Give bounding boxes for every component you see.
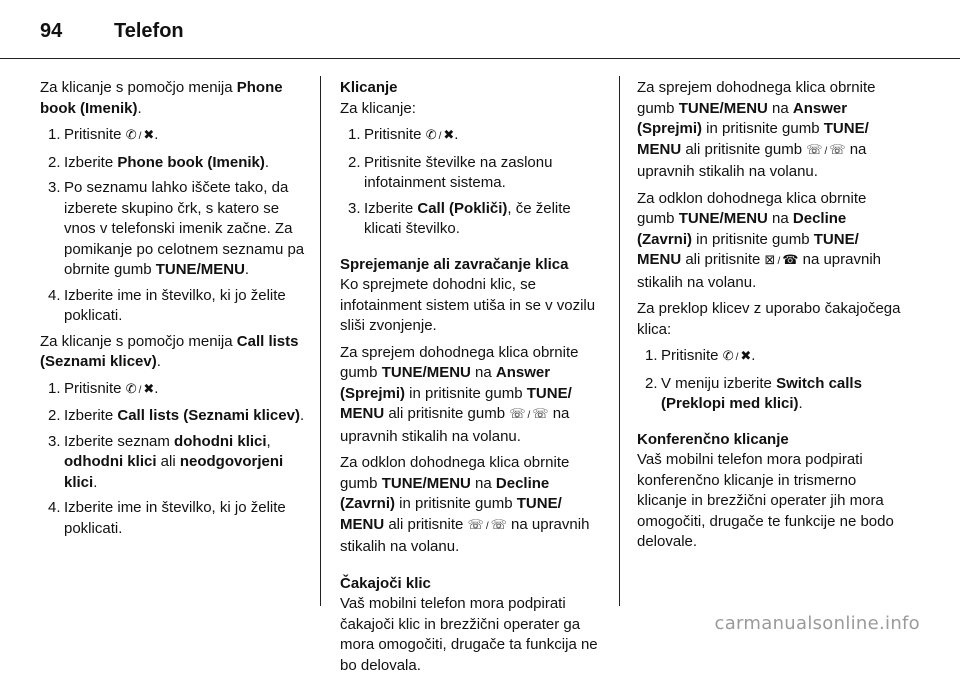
paragraph: Vaš mobilni telefon mora podpirati konferenčno klicanje in trismerno klicanje in brezžični operater jih mora omogočiti, drugače te funkcije ne bodo delovale. — [637, 451, 894, 550]
step-number: 1. — [348, 126, 361, 143]
text: , — [266, 432, 271, 450]
paragraph — [340, 453, 606, 558]
text: in pritisnite gumb — [405, 384, 527, 402]
step-number: 2. — [348, 153, 361, 171]
list-item — [40, 432, 306, 494]
list-item — [40, 379, 306, 402]
step-number: 1. — [48, 126, 61, 143]
section-heading: Sprejemanje ali zavračanje klica — [340, 255, 569, 273]
list-item — [40, 498, 306, 539]
slash-separator: / — [138, 131, 142, 142]
slash-separator: / — [824, 145, 828, 157]
page-header — [40, 20, 184, 43]
steps-list — [40, 379, 306, 540]
menu-term: Call lists (Seznami klicev) — [40, 332, 299, 370]
list-item — [340, 125, 606, 148]
text: . — [264, 153, 270, 171]
paragraph: Vaš mobilni telefon mora podpirati čakajoči klic in brezžični operater ga mora omogočiti, drugače ta funkcija ne bo delovala. — [340, 595, 598, 674]
text: Pritisnite številke na zaslonu infotainment sistema. — [364, 153, 553, 191]
text: in pritisnite gumb — [702, 120, 824, 137]
slash-separator: / — [735, 352, 739, 363]
answer-call-outline-icon: ☏ — [806, 142, 823, 158]
text: na — [767, 99, 793, 117]
column-3 — [637, 78, 903, 559]
paragraph: Za preklop klicev z uporabo čakajočega klica: — [637, 300, 901, 338]
end-call-icon: ✖ — [740, 349, 752, 364]
control-term: TUNE/ MENU — [637, 230, 859, 268]
control-term: TUNE/MENU — [381, 364, 471, 381]
step-number: 2. — [48, 153, 61, 171]
end-call-icon: ✖ — [143, 381, 155, 397]
list-item — [40, 178, 306, 281]
text: Za odklon dohodnega klica obrnite gumb — [340, 454, 570, 492]
control-term: TUNE/MENU — [678, 210, 768, 227]
steering-phone-icon: ☏ — [829, 142, 846, 158]
section-heading: Konferenčno klicanje — [637, 430, 789, 448]
list-item — [340, 153, 606, 194]
watermark-logo: carmanualsonline.info — [714, 613, 920, 634]
text: na — [470, 364, 496, 381]
step-number: 3. — [48, 179, 61, 196]
step-number: 1. — [48, 379, 61, 397]
paragraph — [40, 332, 306, 373]
text: Izberite ime in številko, ki jo želite poklicati. — [64, 499, 286, 537]
text: . — [299, 407, 305, 424]
step-number: 3. — [348, 199, 361, 217]
step-number: 2. — [645, 374, 658, 392]
list-term: neodgovorjeni klici — [64, 453, 284, 491]
control-term: TUNE/MENU — [381, 474, 471, 492]
step-number: 2. — [48, 407, 61, 424]
menu-term: Answer (Sprejmi) — [340, 364, 551, 402]
menu-term: Decline (Zavrni) — [340, 474, 550, 512]
slash-separator: / — [485, 520, 489, 532]
text: Pritisnite — [64, 126, 126, 143]
list-item — [340, 199, 606, 240]
text: ali pritisnite — [384, 515, 468, 533]
steps-list — [40, 125, 306, 327]
menu-term: Call lists (Seznami klicev) — [117, 407, 300, 424]
answer-call-icon: ✆ — [125, 128, 137, 143]
steps-list — [637, 346, 903, 415]
answer-call-icon: ✆ — [125, 381, 137, 397]
text: . — [137, 99, 142, 117]
text: in pritisnite gumb — [692, 230, 814, 248]
list-item — [637, 374, 903, 415]
steering-phone-icon: ☏ — [532, 407, 549, 422]
section-heading: Čakajoči klic — [340, 574, 431, 592]
control-term: TUNE/ MENU — [340, 495, 562, 533]
text: Izberite — [64, 407, 118, 424]
menu-term: Phone book (Imenik) — [117, 153, 265, 171]
slash-separator: / — [138, 384, 142, 396]
answer-call-icon: ✆ — [722, 349, 734, 364]
list-item — [40, 286, 306, 327]
paragraph — [637, 189, 903, 294]
text: . — [454, 126, 459, 143]
step-number: 3. — [48, 432, 61, 450]
step-number: 4. — [48, 499, 61, 516]
text: Po seznamu lahko iščete tako, da izberete skupino črk, s katero se vnos v telefonski imenik začne. Za pomikanje po celotnem seznamu pa obrnite gumb — [64, 179, 305, 278]
slash-separator: / — [438, 131, 442, 142]
step-number: 1. — [645, 347, 658, 364]
text: ali — [156, 453, 180, 470]
text: Za klicanje s pomočjo menija — [40, 332, 237, 350]
slash-separator: / — [527, 410, 531, 421]
menu-term: Decline (Zavrni) — [637, 210, 847, 248]
text: na — [767, 210, 793, 227]
control-term: TUNE/MENU — [155, 261, 245, 278]
list-item — [40, 125, 306, 148]
answer-call-outline-icon: ☏ — [467, 517, 484, 533]
text: Pritisnite — [364, 126, 426, 143]
text: Za odklon dohodnega klica obrnite gumb — [637, 189, 867, 227]
text: Pritisnite — [64, 379, 126, 397]
text: . — [154, 126, 159, 143]
paragraph — [637, 78, 903, 183]
text: . — [798, 395, 803, 412]
steering-phone-icon: ☏ — [490, 517, 507, 533]
column-divider — [619, 76, 620, 606]
mute-icon: ⊠ — [764, 253, 776, 268]
menu-term: Call (Pokliči) — [417, 199, 508, 217]
text: . — [154, 379, 159, 397]
answer-call-icon: ✆ — [425, 128, 437, 143]
text: , če želite klicati številko. — [364, 199, 571, 237]
paragraph — [340, 343, 606, 448]
list-term: dohodni klici — [174, 432, 267, 450]
text: na upravnih stikalih na volanu. — [637, 140, 867, 180]
slash-separator: / — [777, 256, 781, 267]
step-number: 4. — [48, 286, 61, 304]
header-rule — [0, 58, 960, 59]
end-call-icon: ✖ — [143, 128, 155, 143]
text: na upravnih stikalih na volanu. — [340, 405, 570, 445]
text: ali pritisnite gumb — [681, 140, 807, 158]
text: ali pritisnite — [681, 251, 765, 268]
column-divider — [320, 76, 321, 606]
text: Za sprejem dohodnega klica obrnite gumb — [637, 79, 876, 117]
control-term: TUNE/ MENU — [340, 384, 572, 422]
hang-up-icon: ☎ — [782, 253, 799, 268]
paragraph: Za klicanje: — [340, 99, 416, 117]
text: in pritisnite gumb — [395, 495, 517, 512]
text: Izberite — [364, 199, 418, 217]
section-heading: Klicanje — [340, 79, 398, 96]
page-number: 94 — [40, 20, 63, 42]
text: . — [93, 473, 98, 491]
end-call-icon: ✖ — [443, 128, 455, 143]
text: Pritisnite — [661, 347, 723, 364]
steps-list — [340, 125, 606, 240]
text: Izberite seznam — [64, 432, 175, 450]
menu-term: Answer (Sprejmi) — [637, 99, 848, 137]
menu-term: Switch calls (Preklopi med klici) — [661, 374, 862, 412]
text: na upravnih stikalih na volanu. — [340, 515, 590, 555]
text: V meniju izberite — [661, 374, 777, 392]
text: Za klicanje s pomočjo menija — [40, 79, 237, 96]
menu-term: Phone book (Imenik) — [40, 79, 283, 117]
list-term: odhodni klici — [64, 453, 157, 470]
text: na — [470, 474, 496, 492]
column-1 — [40, 78, 306, 544]
text: . — [156, 353, 161, 370]
text: Izberite — [64, 153, 118, 171]
control-term: TUNE/ MENU — [637, 120, 869, 158]
list-item — [40, 153, 306, 174]
page-title: Telefon — [114, 20, 184, 42]
answer-call-outline-icon: ☏ — [509, 407, 526, 422]
text: . — [751, 347, 756, 364]
text: . — [244, 261, 250, 278]
text: Za sprejem dohodnega klica obrnite gumb — [340, 343, 579, 381]
text: Izberite ime in številko, ki jo želite poklicati. — [64, 286, 286, 324]
text: ali pritisnite gumb — [384, 405, 510, 422]
list-item — [637, 346, 903, 369]
control-term: TUNE/MENU — [678, 99, 768, 117]
list-item — [40, 406, 306, 427]
paragraph: Ko sprejmete dohodni klic, se infotainment sistem utiša in se v vozilu sliši zvonjenje. — [340, 276, 596, 334]
column-2 — [340, 78, 606, 682]
text: na upravnih stikalih na volanu. — [637, 251, 881, 291]
paragraph — [40, 78, 306, 119]
